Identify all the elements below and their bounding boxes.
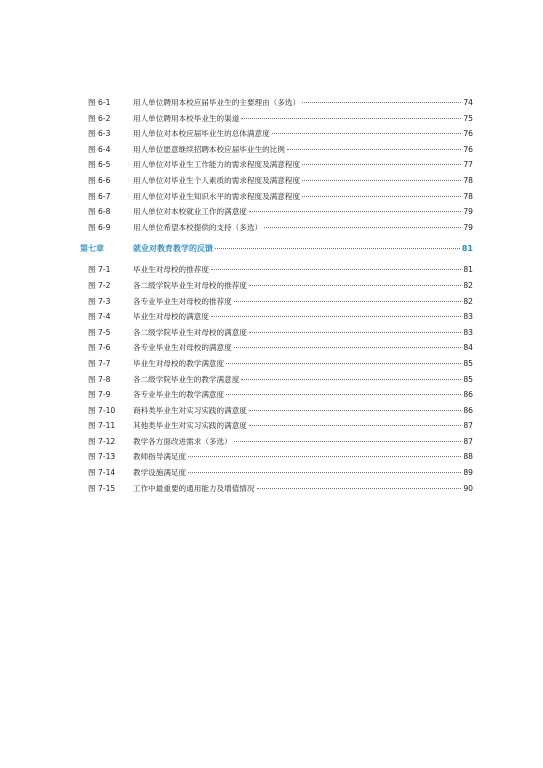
toc-entry[interactable] [80, 220, 473, 236]
toc-entry[interactable] [80, 434, 473, 450]
figure-page-number: 82 [463, 280, 473, 290]
figure-number: 图 6-3 [88, 129, 111, 139]
figure-page-number: 76 [463, 129, 473, 139]
dot-leader [302, 196, 461, 197]
figure-number: 图 6-6 [88, 175, 111, 185]
figure-title: 教学各方面改进需求（多选） [133, 436, 232, 446]
toc-entry[interactable] [80, 465, 473, 481]
dot-leader [302, 102, 461, 103]
dot-leader [188, 472, 461, 473]
dot-leader [264, 227, 461, 228]
figure-page-number: 85 [463, 358, 473, 368]
dot-leader [188, 456, 461, 457]
figure-number: 图 6-7 [88, 191, 111, 201]
figure-title: 毕业生对母校的推荐度 [133, 265, 209, 275]
toc-entry[interactable] [80, 126, 473, 142]
dot-leader [241, 118, 461, 119]
dot-leader [249, 285, 461, 286]
toc-entry[interactable] [80, 262, 473, 278]
toc-entry[interactable] [80, 356, 473, 372]
toc-entry[interactable] [80, 111, 473, 127]
dot-leader [226, 394, 461, 395]
figure-number: 图 7-6 [88, 343, 111, 353]
figure-page-number: 86 [463, 405, 473, 415]
figure-page-number: 83 [463, 327, 473, 337]
figure-page-number: 83 [463, 312, 473, 322]
figure-page-number: 76 [463, 144, 473, 154]
figure-title: 教学设施满足度 [133, 468, 187, 478]
figure-number: 图 7-5 [88, 327, 111, 337]
figure-title: 各专业毕业生对母校的推荐度 [133, 296, 232, 306]
figure-page-number: 90 [463, 483, 473, 493]
figure-number: 图 6-4 [88, 144, 111, 154]
figure-page-number: 75 [463, 113, 473, 123]
toc-entry[interactable] [80, 309, 473, 325]
figure-number: 图 7-10 [88, 405, 116, 415]
figure-title: 毕业生对母校的满意度 [133, 312, 209, 322]
figure-page-number: 79 [463, 207, 473, 217]
figure-number: 图 7-8 [88, 374, 111, 384]
chapter-title: 就业对教育教学的反馈 [133, 244, 213, 254]
toc-entry[interactable] [80, 95, 473, 111]
figure-title: 各二级学院毕业生对母校的满意度 [133, 327, 247, 337]
chapter-page-number: 81 [461, 244, 473, 254]
toc-entry[interactable] [80, 387, 473, 403]
toc-entry[interactable] [80, 449, 473, 465]
figure-number: 图 7-1 [88, 265, 111, 275]
dot-leader [226, 363, 461, 364]
figure-page-number: 89 [463, 468, 473, 478]
dot-leader [211, 269, 461, 270]
figure-title: 用人单位对本校应届毕业生的总体满意度 [133, 129, 270, 139]
dot-leader [234, 347, 461, 348]
figure-title: 毕业生对母校的教学满意度 [133, 358, 225, 368]
figure-page-number: 77 [463, 160, 473, 170]
figure-number: 图 7-4 [88, 312, 111, 322]
figure-title: 用人单位聘用本校毕业生的渠道 [133, 113, 240, 123]
toc-entry[interactable] [80, 325, 473, 341]
figure-title: 其他类毕业生对实习实践的满意度 [133, 421, 247, 431]
figure-number: 图 7-14 [88, 468, 116, 478]
dot-leader [241, 379, 461, 380]
figure-page-number: 85 [463, 374, 473, 384]
figure-number: 图 6-1 [88, 98, 111, 107]
figure-title: 教师指导满足度 [133, 452, 187, 462]
dot-leader [272, 133, 461, 134]
figure-number: 图 7-15 [88, 483, 116, 493]
dot-leader [249, 332, 461, 333]
table-of-figures [80, 95, 473, 496]
figure-number: 图 6-8 [88, 207, 111, 217]
dot-leader [249, 410, 461, 411]
dot-leader [249, 425, 461, 426]
figure-number: 图 7-2 [88, 280, 111, 290]
figure-title: 各专业毕业生的教学满意度 [133, 390, 225, 400]
figure-title: 用人单位希望本校提供的支持（多选） [133, 222, 263, 232]
dot-leader [302, 180, 461, 181]
figure-title: 商科类毕业生对实习实践的满意度 [133, 405, 247, 415]
toc-entry[interactable] [80, 294, 473, 310]
figure-title: 用人单位对本校就业工作的满意度 [133, 207, 247, 217]
figure-number: 图 7-7 [88, 358, 111, 368]
toc-entry[interactable] [80, 481, 473, 497]
figure-title: 用人单位对毕业生个人素质的需求程度及满意程度 [133, 175, 301, 185]
figure-number: 图 7-13 [88, 452, 116, 462]
dot-leader [302, 164, 461, 165]
dot-leader [215, 248, 460, 249]
figure-number: 图 7-12 [88, 436, 116, 446]
toc-entry[interactable] [80, 372, 473, 388]
figure-number: 图 7-3 [88, 296, 111, 306]
figure-page-number: 84 [463, 343, 473, 353]
figure-title: 用人单位对毕业生知识水平的需求程度及满意程度 [133, 191, 301, 201]
figure-page-number: 88 [463, 452, 473, 462]
chapter-number: 第七章 [80, 244, 104, 254]
toc-entry[interactable] [80, 189, 473, 205]
figure-title: 各二级学院毕业生对母校的推荐度 [133, 280, 247, 290]
figure-number: 图 6-2 [88, 113, 111, 123]
figure-number: 图 7-11 [88, 421, 116, 431]
chapter-heading[interactable] [80, 240, 473, 257]
figure-title: 用人单位愿意继续招聘本校应届毕业生的比例 [133, 144, 285, 154]
figure-title: 工作中最重要的通用能力及增值情况 [133, 483, 255, 493]
figure-page-number: 87 [463, 436, 473, 446]
figure-title: 各二级学院毕业生的教学满意度 [133, 374, 240, 384]
figure-page-number: 81 [463, 265, 473, 275]
toc-entry[interactable] [80, 204, 473, 220]
figure-page-number: 82 [463, 296, 473, 306]
figure-page-number: 74 [463, 98, 473, 107]
figure-number: 图 6-9 [88, 222, 111, 232]
toc-entry[interactable] [80, 173, 473, 189]
figure-title: 用人单位对毕业生工作能力的需求程度及满意程度 [133, 160, 301, 170]
figure-title: 各专业毕业生对母校的满意度 [133, 343, 232, 353]
toc-entry[interactable] [80, 142, 473, 158]
dot-leader [249, 211, 461, 212]
dot-leader [287, 149, 461, 150]
dot-leader [211, 316, 461, 317]
toc-entry[interactable] [80, 403, 473, 419]
toc-entry[interactable] [80, 340, 473, 356]
figure-page-number: 78 [463, 191, 473, 201]
figure-page-number: 86 [463, 390, 473, 400]
figure-page-number: 87 [463, 421, 473, 431]
figure-page-number: 78 [463, 175, 473, 185]
toc-entry[interactable] [80, 157, 473, 173]
figure-page-number: 79 [463, 222, 473, 232]
figure-number: 图 7-9 [88, 390, 111, 400]
figure-number: 图 6-5 [88, 160, 111, 170]
dot-leader [234, 301, 461, 302]
dot-leader [257, 488, 462, 489]
toc-entry[interactable] [80, 418, 473, 434]
figure-title: 用人单位聘用本校应届毕业生的主要理由（多选） [133, 98, 301, 107]
dot-leader [234, 441, 461, 442]
toc-entry[interactable] [80, 278, 473, 294]
